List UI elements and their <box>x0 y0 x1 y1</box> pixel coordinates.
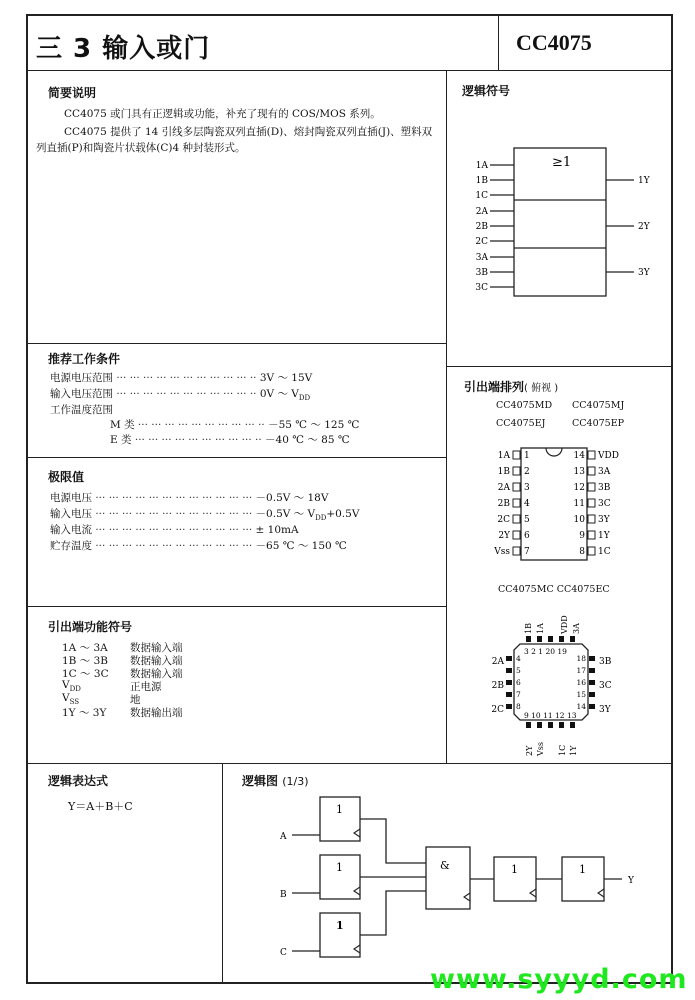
dip-pin-name: 3A <box>598 467 611 477</box>
dip-part-number: CC4075EP <box>572 418 625 429</box>
gate-label: 1 <box>579 863 586 876</box>
recommended-row: 电源电压范围 ··· ··· ··· ··· ··· ··· ··· ··· ··· ··· ·· 3V ～ 15V <box>50 372 313 384</box>
dip-part-number: CC4075MD <box>496 400 553 411</box>
cc-top-pin-numbers: 3 2 1 20 19 <box>524 647 567 656</box>
output-label: Y <box>628 876 634 886</box>
datasheet-page <box>26 14 673 984</box>
symbol-input-label: 1A <box>475 161 488 171</box>
logic-expression: Y＝A＋B＋C <box>68 800 133 813</box>
dip-pin-number: 7 <box>524 547 530 557</box>
dip-pin-name: 3C <box>598 499 611 509</box>
recommended-row: 工作温度范围 <box>50 404 113 416</box>
limits-heading: 极限值 <box>48 470 85 484</box>
cc-part-numbers: CC4075MC CC4075EC <box>498 584 610 595</box>
symbol-input-label: 2B <box>475 222 488 232</box>
logic-diagram <box>278 791 648 966</box>
cc-top-label: 1A <box>536 623 545 634</box>
gate-label: 1 <box>336 861 343 874</box>
cc-bottom-pin-numbers: 9 10 11 12 13 <box>524 711 577 720</box>
dip-pin-number: 8 <box>579 547 585 557</box>
pin-function-row: $V_{SS}$ 地 <box>62 692 141 707</box>
dip-part-number: CC4075MJ <box>572 400 625 411</box>
logic-symbol-diagram <box>468 144 668 304</box>
gate-label: 1 <box>336 919 344 932</box>
cc-left-pin-name: 2C <box>491 705 504 715</box>
cc-right-pin-number: 17 <box>576 666 586 675</box>
gate-label: 1 <box>511 863 518 876</box>
dip-pin-name: 2C <box>497 515 510 525</box>
intro-paragraph-1: CC4075 或门具有正逻辑或功能，补充了现有的 COS/MOS 系列。 <box>64 108 381 120</box>
part-number: CC4075 <box>516 30 592 55</box>
cc-right-pin-number: 15 <box>576 690 586 699</box>
symbol-input-label: 1B <box>475 176 488 186</box>
intro-rule <box>28 343 446 344</box>
gate-label: 1 <box>336 803 343 816</box>
pinout-heading: 引出端排列( 俯视 ) <box>464 380 559 394</box>
pin-function-row: 1Y ～ 3Y 数据输出端 <box>62 707 183 719</box>
dip-pin-name: 2B <box>497 499 510 509</box>
dip-pin-number: 5 <box>524 515 530 525</box>
cc-left-pin-number: 5 <box>516 666 521 675</box>
gate-label: & <box>440 859 450 872</box>
input-label: B <box>280 890 287 900</box>
bottom-divider <box>222 763 223 984</box>
dip-pin-number: 13 <box>573 467 585 477</box>
expression-heading: 逻辑表达式 <box>48 774 109 788</box>
cc-bottom-label: Vss <box>536 742 545 756</box>
right-section-rule <box>446 366 673 367</box>
dip-pin-number: 1 <box>524 451 530 461</box>
temp-row: E 类 ··· ··· ··· ··· ··· ··· ··· ··· ··· ·· －40 ℃ ～ 85 ℃ <box>110 434 350 446</box>
dip-pin-number: 14 <box>573 451 585 461</box>
limits-row: 输入电压 ··· ··· ··· ··· ··· ··· ··· ··· ··· ··· ··· ··· －0.5V ～ $V_{DD}+0.5V$ <box>50 508 360 523</box>
dip-pin-name: 2A <box>497 483 510 493</box>
cc-left-pin-number: 7 <box>516 690 521 699</box>
symbol-input-label: 1C <box>475 191 488 201</box>
dip-pin-name: 2Y <box>498 531 510 541</box>
dip-pin-number: 9 <box>579 531 585 541</box>
input-label: C <box>280 948 287 958</box>
column-divider <box>446 70 447 763</box>
recommended-row: 输入电压范围 ··· ··· ··· ··· ··· ··· ··· ··· ··· ··· ·· 0V ～ $V_{DD}$ <box>50 388 311 403</box>
pin-function-row: 1B ～ 3B 数据输入端 <box>62 655 183 667</box>
cc-right-pin-number: 18 <box>576 654 586 663</box>
dip-pin-number: 3 <box>524 483 530 493</box>
cc-bottom-label: 1Y <box>569 745 578 756</box>
header-rule <box>28 70 673 71</box>
limits-row: 电源电压 ··· ··· ··· ··· ··· ··· ··· ··· ··· ··· ··· ··· －0.5V ～ 18V <box>50 492 329 504</box>
symbol-output-label: 2Y <box>638 222 650 232</box>
gate-mark: ≥1 <box>552 155 572 170</box>
pin-function-row: 1C ～ 3C 数据输入端 <box>62 668 183 680</box>
intro-paragraph-2: CC4075 提供了 14 引线多层陶瓷双列直插(D)、熔封陶瓷双列直插(J)、塑料双列直插(P)和陶瓷片状载体(C)4 种封装形式。 <box>36 126 433 154</box>
logic-symbol-heading: 逻辑符号 <box>462 84 511 98</box>
cc-left-pin-number: 4 <box>516 654 521 663</box>
intro-heading: 简要说明 <box>48 86 97 100</box>
dip-pin-number: 4 <box>524 499 530 509</box>
cc-left-pin-number: 6 <box>516 678 521 687</box>
recommended-rule <box>28 457 446 458</box>
cc-right-pin-name: 3C <box>599 681 612 691</box>
dip-pin-number: 2 <box>524 467 530 477</box>
cc-left-pin-name: 2A <box>491 657 504 667</box>
dip-pin-number: 6 <box>524 531 530 541</box>
dip-pin-name: 3B <box>598 483 611 493</box>
cc-right-pin-name: 3B <box>599 657 612 667</box>
cc-right-pin-name: 3Y <box>599 705 611 715</box>
cc-left-pin-number: 8 <box>516 702 521 711</box>
symbol-output-label: 1Y <box>638 176 650 186</box>
header-divider <box>498 16 499 70</box>
dip-pin-name: 1C <box>598 547 611 557</box>
dip-pin-name: Vss <box>494 547 510 557</box>
symbol-output-label: 3Y <box>638 268 650 278</box>
dip-pin-name: 1B <box>497 467 510 477</box>
limits-row: 贮存温度 ··· ··· ··· ··· ··· ··· ··· ··· ··· ··· ··· ··· －65 ℃ ～ 150 ℃ <box>50 540 347 552</box>
cc-bottom-label: 1C <box>558 744 567 756</box>
dip-pin-name: 1A <box>497 451 510 461</box>
cc-top-label: 1B <box>524 623 533 634</box>
cc-left-pin-name: 2B <box>491 681 504 691</box>
pin-function-table <box>62 640 232 718</box>
symbol-input-label: 2A <box>475 207 488 217</box>
input-label: A <box>280 832 287 842</box>
cc-right-pin-number: 16 <box>576 678 586 687</box>
limits-row: 输入电流 ··· ··· ··· ··· ··· ··· ··· ··· ··· ··· ··· ··· ± 10mA <box>50 524 299 536</box>
symbol-input-label: 2C <box>475 237 488 247</box>
symbol-input-label: 3A <box>475 253 488 263</box>
site-watermark: www.syyyd.com <box>430 964 688 995</box>
dip-pin-number: 12 <box>573 483 585 493</box>
dip-pin-number: 11 <box>573 499 585 509</box>
symbol-input-label: 3C <box>475 283 488 293</box>
temp-row: M 类 ··· ··· ··· ··· ··· ··· ··· ··· ··· ·· －55 ℃ ～ 125 ℃ <box>110 419 360 431</box>
dip-pin-name: 1Y <box>598 531 610 541</box>
pin-function-row: $V_{DD}$ 正电源 <box>62 679 162 694</box>
cc-bottom-label: 2Y <box>525 745 534 756</box>
dip-pin-name: VDD <box>598 451 619 461</box>
logic-diagram-heading: 逻辑图 (1/3) <box>242 774 309 788</box>
recommended-heading: 推荐工作条件 <box>48 352 121 366</box>
cc-top-label: VDD <box>560 615 569 634</box>
dip-part-number: CC4075EJ <box>496 418 546 429</box>
page-title: 三 3 输入或门 <box>36 34 211 64</box>
dip-pin-number: 10 <box>573 515 585 525</box>
cc-right-pin-number: 14 <box>576 702 586 711</box>
pin-functions-heading: 引出端功能符号 <box>48 620 133 634</box>
limits-rule <box>28 606 446 607</box>
bottom-rule <box>28 763 673 764</box>
pin-function-row: 1A ～ 3A 数据输入端 <box>62 642 183 654</box>
cc-top-label: 3A <box>572 623 581 634</box>
dip-pin-name: 3Y <box>598 515 610 525</box>
dip-package-diagram <box>476 440 646 564</box>
chip-carrier-diagram <box>476 600 646 760</box>
symbol-input-label: 3B <box>475 268 488 278</box>
